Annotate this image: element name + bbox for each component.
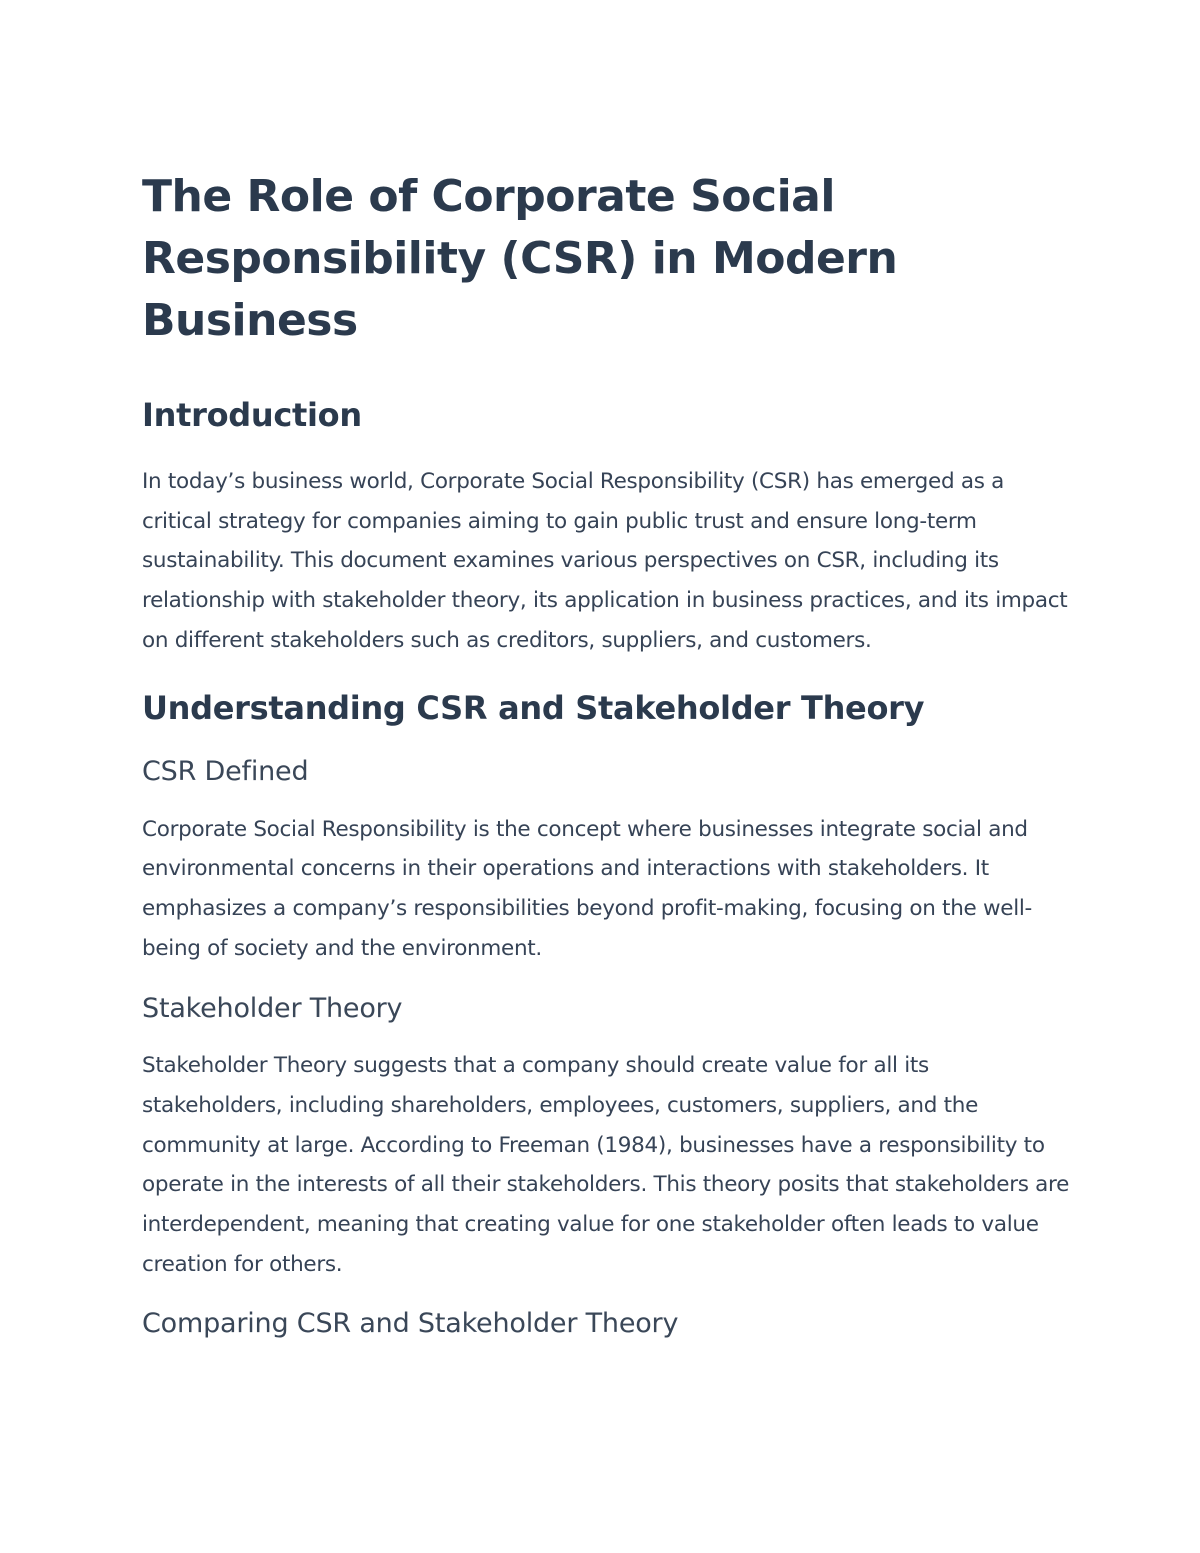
document-title: The Role of Corporate Social Responsibility (CSR) in Modern Business <box>142 171 898 346</box>
section-heading-introduction: Introduction <box>142 396 362 434</box>
subsection-heading-comparing: Comparing CSR and Stakeholder Theory <box>142 1307 679 1339</box>
stakeholder-theory-paragraph: Stakeholder Theory suggests that a company should create value for all its stakeholders, including shareholders, employees, customers, suppliers, and the community at large. According to Freeman (1984), businesses have a responsibility to operate in the interests of all their stakeholders. This theory posits that stakeholders are interdependent, meaning that creating value for one stakeholder often leads to value creation for others. <box>142 1053 1070 1277</box>
subsection-heading-csr-defined: CSR Defined <box>142 755 309 787</box>
document-page <box>142 166 1072 1344</box>
introduction-paragraph: In today’s business world, Corporate Social Responsibility (CSR) has emerged as a critical strategy for companies aiming to gain public trust and ensure long-term sustainability. This document examines various perspectives on CSR, including its relationship with stakeholder theory, its application in business practices, and its impact on different stakeholders such as creditors, suppliers, and customers. <box>142 469 1068 653</box>
section-heading-understanding-csr: Understanding CSR and Stakeholder Theory <box>142 688 925 727</box>
subsection-heading-stakeholder-theory: Stakeholder Theory <box>142 993 403 1025</box>
csr-defined-paragraph: Corporate Social Responsibility is the concept where businesses integrate social and environmental concerns in their operations and interactions with stakeholders. It emphasizes a company’s responsibilities beyond profit-making, focusing on the well-being of society and the environment. <box>142 816 1032 961</box>
